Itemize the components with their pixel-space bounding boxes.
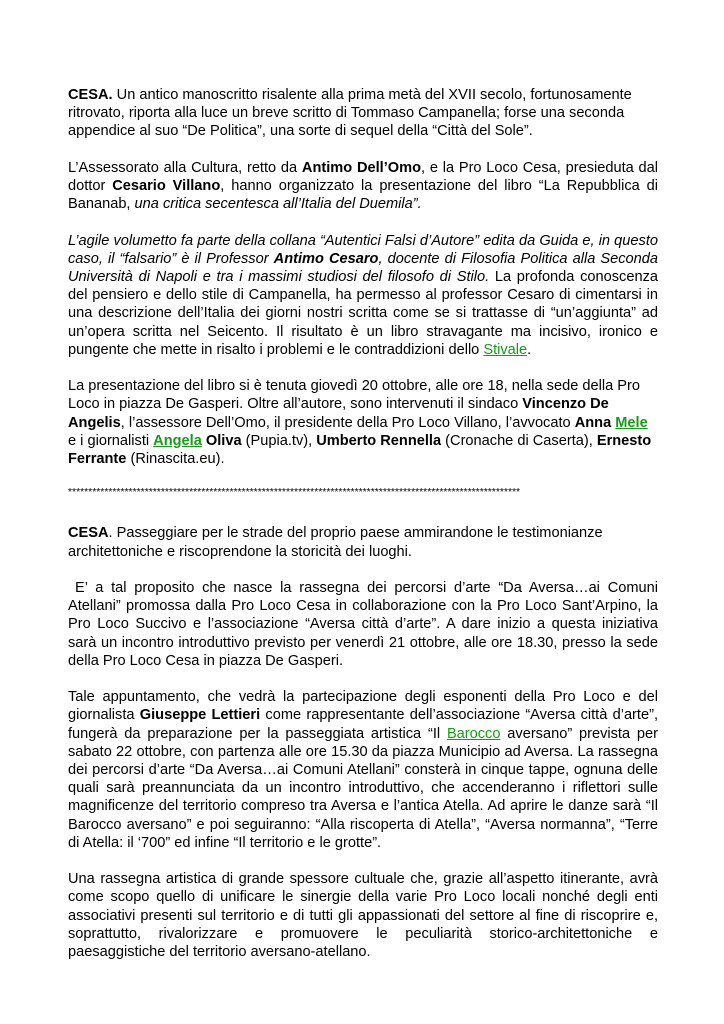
- article1-event-details: La presentazione del libro si è tenuta giovedì 20 ottobre, alle ore 18, nella sede della Pro Loco in piazza De Gasperi. Oltre all’autore, sono intervenuti il sindaco Vincenzo De Angelis, l’assessore Dell’Omo, il presidente della Pro Loco Villano, l’avvocato Anna Mele e i giornalisti Angela Oliva (Pupia.tv), Umberto Rennella (Cronache di Caserta), Ernesto Ferrante (Rinascita.eu).: [68, 378, 652, 468]
- link-barocco[interactable]: Barocco: [446, 725, 501, 742]
- article2-event-announcement: E’ a tal proposito che nasce la rassegna dei percorsi d’arte “Da Aversa…ai Comuni Atellani” promossa dalla Pro Loco Cesa in collaborazione con la Pro Loco Sant’Arpino, la Pro Loco Succivo e l’associazione “Aversa città d’arte”. A dare inizio a questa iniziativa sarà un incontro introduttivo previsto per venerdì 21 ottobre, alle ore 18.30, presso la sede della Pro Loco Cesa in piazza De Gasperi.: [68, 580, 658, 669]
- person-name: Ernesto Ferrante: [68, 432, 652, 468]
- article-separator: ****************************************************************************************************************: [68, 486, 521, 499]
- person-name: Antimo Dell’Omo: [301, 159, 422, 176]
- article2-intro: CESA. Passeggiare per le strade del proprio paese ammirandone le testimonianze architettoniche e riscoprendone la storicità dei luoghi.: [68, 525, 603, 560]
- person-name: Umberto Rennella: [316, 432, 442, 449]
- person-name: Cesario Villano: [112, 178, 221, 194]
- person-name: Anna: [574, 414, 612, 431]
- link-angela[interactable]: Angela: [153, 432, 202, 449]
- article1-intro: CESA. Un antico manoscritto risalente alla prima metà del XVII secolo, fortunosamente ritrovato, riporta alla luce un breve scritto di Tommaso Campanella; forse una seconda appendice al suo “De Politica”, una sorte di sequel della “Città del Sole”.: [68, 87, 632, 140]
- dateline: CESA.: [68, 87, 113, 103]
- author-name: Antimo Cesaro: [273, 250, 379, 267]
- link-stivale[interactable]: Stivale: [483, 341, 528, 358]
- article2-conclusion: Una rassegna artistica di grande spessore cultuale che, grazie all’aspetto itinerante, avrà come scopo quello di unificare le sinergie della varie Pro Loco locali nonché degli enti associativi presenti sul territorio e di tutti gli appassionati del settore al fine di riscoprire e, soprattutto, rivalorizzare e promuovere le peculiarità storico-architettoniche e paesaggistiche del territorio aversano-atellano.: [68, 871, 658, 961]
- article1-organizers: L’Assessorato alla Cultura, retto da Antimo Dell’Omo, e la Pro Loco Cesa, presieduta dal dottor Cesario Villano, hanno organizzato la presentazione del libro “La Repubblica di Bananab, una critica secentesca all’Italia del Duemila”.: [68, 159, 659, 213]
- article1-book-description: L’agile volumetto fa parte della collana “Autentici Falsi d’Autore” edita da Guida e, in questo caso, il “falsario” è il Professor Antimo Cesaro, docente di Filosofia Politica alla Seconda Università di Napoli e tra i massimi studiosi del filosofo di Stilo. La profonda conoscenza del pensiero e dello stile di Campanella, ha permesso al professor Cesaro di cimentarsi in una descrizione dell’Italia dei giorni nostri scritta come se si trattasse di “un’aggiunta” ad un’opera scritta nel Seicento. Il risultato è un libro stravagante ma incisivo, ironico e pungente che mette in risalto i problemi e le contraddizioni dello Stivale.: [68, 232, 659, 358]
- person-name: Vincenzo De Angelis: [68, 396, 609, 431]
- book-subtitle: una critica secentesca all’Italia del Duemila”.: [134, 196, 422, 213]
- person-name: Giuseppe Lettieri: [139, 707, 261, 724]
- link-mele[interactable]: Mele: [615, 414, 648, 431]
- article2-walk-details: Tale appuntamento, che vedrà la partecipazione degli esponenti della Pro Loco e del giornalista Giuseppe Lettieri come rappresentante dell’associazione “Aversa città d’arte”, fungerà da preparazione per la passeggiata artistica “Il Barocco aversano” prevista per sabato 22 ottobre, con partenza alle ore 15.30 da piazza Municipio ad Aversa. La rassegna dei percorsi d’arte “Da Aversa…ai Comuni Atellani” consterà in cinque tappe, ognuna delle quali sarà preannunciata da un incontro introduttivo, che accenderanno i riflettori sulle magnificenze del territorio compreso tra Aversa e l’antica Atella. Ad aprire le danze sarà “Il Barocco aversano” e poi seguiranno: “Alla riscoperta di Atella”, “Aversa normanna”, “Terre di Atella: il ‘700” ed infine “Il territorio e le grotte”.: [68, 689, 659, 851]
- person-name: Oliva: [205, 432, 242, 449]
- dateline: CESA: [68, 525, 109, 542]
